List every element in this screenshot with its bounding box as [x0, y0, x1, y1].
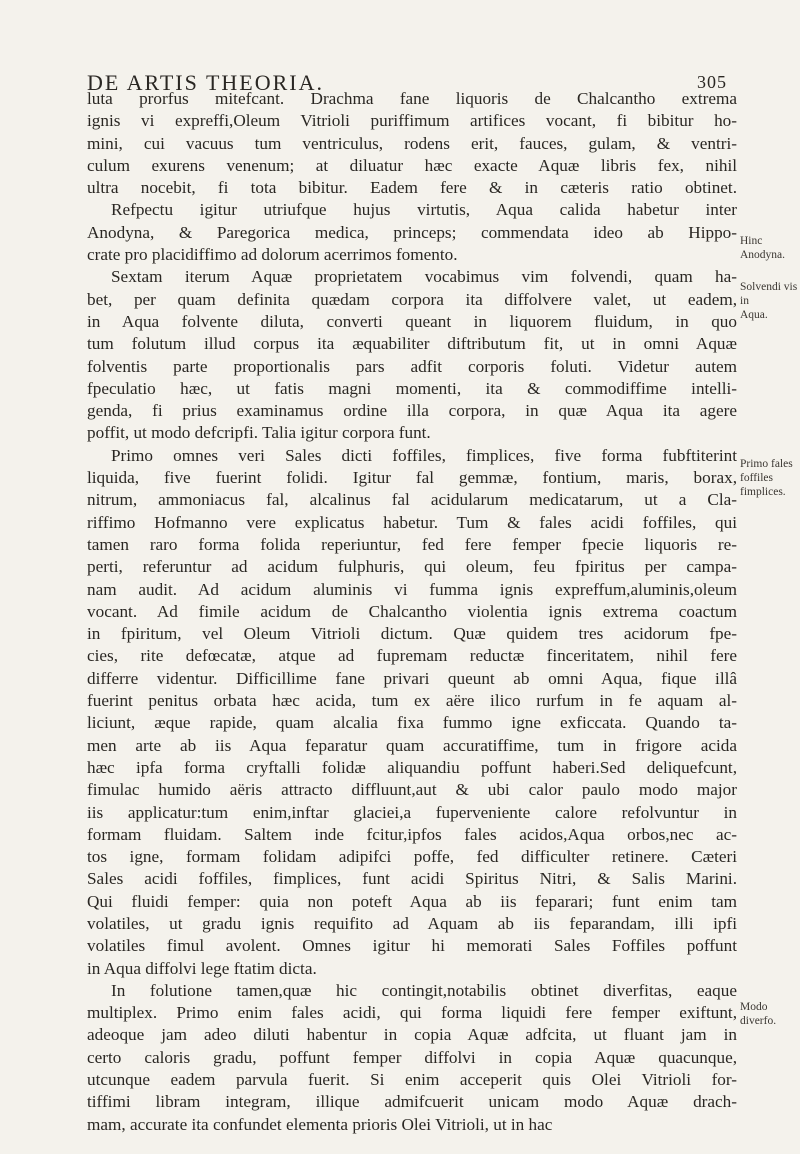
text-line: folventis parte proportionalis pars adfit corporis foluti. Videtur autem: [87, 356, 737, 376]
text-line: multiplex. Primo enim fales acidi, qui forma liquidi fere femper exiftunt,: [87, 1003, 737, 1023]
text-line: cies, rite defœcatæ, atque ad fupremam reductæ finceritatem, nihil fere: [87, 646, 737, 666]
text-line: vocant. Ad fimile acidum de Chalcantho violentia ignis extrema coactum: [87, 601, 737, 621]
text-line: genda, fi prius examinamus ordine illa corpora, in quæ Aqua ita agere: [87, 401, 737, 421]
text-line: Sales acidi foffiles, fimplices, funt acidi Spiritus Nitri, & Salis Marini.: [87, 869, 737, 889]
text-line: tiffimi libram integram, illique admifcuerit unicam modo Aquæ drach-: [87, 1092, 737, 1112]
running-head-title: DE ARTIS THEORIA.: [87, 70, 324, 95]
text-line: Primo omnes veri Sales dicti foffiles, fimplices, five forma fubftiterint: [111, 445, 737, 465]
text-line: liciunt, æque rapide, quam alcalia fixa fummo igne exficcata. Quando ta-: [87, 713, 737, 733]
text-line: In folutione tamen,quæ hic contingit,notabilis obtinet diverfitas, eaque: [111, 980, 737, 1000]
margin-note-modo-diverso: [740, 1000, 800, 1028]
margin-note-line: Solvendi vis in: [740, 281, 798, 307]
text-line: volatiles fimul avolent. Omnes igitur hi memorati Sales Foffiles poffunt: [87, 936, 737, 956]
text-line: mam, accurate ita confundet elementa prioris Olei Vitrioli, ut in hac: [87, 1114, 553, 1134]
page-number: 305: [697, 72, 727, 92]
text-line: nitrum, ammoniacus fal, alcalinus fal acidularum medicatarum, ut a Cla-: [87, 490, 737, 510]
text-line: differre videntur. Difficillime fane privari queunt ab omni Aqua, fique illâ: [87, 668, 737, 688]
text-line: crate pro placidiffimo ad dolorum acerrimos fomento.: [87, 245, 458, 265]
text-line: Qui fluidi femper: quia non poteft Aqua ab iis feparari; funt enim tam: [87, 891, 737, 911]
text-line: tamen raro forma folida reperiuntur, fed fere femper fpecie liquoris re-: [87, 534, 737, 554]
margin-note-line: Aqua.: [740, 309, 768, 321]
text-line: tum folutum illud corpus ita æquabiliter diftributum fit, ut in omni Aquæ: [87, 334, 737, 354]
text-line: Anodyna, & Paregorica medica, princeps; commendata ideo ab Hippo-: [87, 222, 737, 242]
text-line: utcunque eadem parvula fuerit. Si enim acceperit quis Olei Vitrioli for-: [87, 1070, 737, 1090]
margin-note-line: Modo diverfo.: [740, 1001, 777, 1027]
text-line: poffit, ut modo defcripfi. Talia igitur corpora funt.: [87, 423, 431, 443]
text-line: luta prorfus mitefcant. Drachma fane liquoris de Chalcantho extrema: [87, 89, 737, 108]
text-line: bet, per quam definita quædam corpora ita diffolvere valet, ut eadem,: [87, 289, 737, 309]
margin-note-line: Primo fales: [740, 458, 793, 470]
text-line: certo caloris gradu, poffunt femper diffolvi in copia Aquæ quacunque,: [87, 1047, 737, 1067]
text-line: mini, cui vacuus tum ventriculus, rodens erit, fauces, gulam, & ventri-: [87, 133, 737, 153]
text-line: fuerint penitus orbata hæc acida, tum ex aëre ilico rurfum in fe aquam al-: [87, 691, 737, 711]
text-line: adeoque jam adeo diluti habentur in copia Aquæ adfcita, ut fluant jam in: [87, 1025, 737, 1045]
text-line: ignis vi expreffi,Oleum Vitrioli puriffimum artifices vocant, fi bibitur ho-: [87, 111, 737, 131]
text-line: Refpectu igitur utriufque hujus virtutis, Aqua calida habetur inter: [111, 200, 737, 220]
body-text: [87, 88, 737, 1136]
text-line: men arte ab iis Aqua feparatur quam accuratiffime, tum in frigore acida: [87, 735, 737, 755]
margin-note-line: foffiles fimplices.: [740, 472, 786, 498]
text-line: volatiles, ut gradu ignis requifito ad Aquam ab iis feparandam, illi ipfi: [87, 913, 737, 933]
text-line: Sextam iterum Aquæ proprietatem vocabimus vim folvendi, quam ha-: [111, 267, 737, 287]
text-line: tos igne, formam folidam adipifci poffe, fed difficulter retinere. Cæteri: [87, 847, 737, 867]
text-line: hæc ipfa forma cryftalli folidæ aliquandiu poffunt haberi.Sed deliquefcunt,: [87, 757, 737, 777]
text-line: liquida, five fuerint folidi. Igitur fal gemmæ, fontium, maris, borax,: [87, 468, 737, 488]
text-line: nam audit. Ad acidum aluminis vi fumma ignis expreffum,aluminis,oleum: [87, 579, 737, 599]
text-line: riffimo Hofmanno vere explicatus habetur. Tum & fales acidi foffiles, qui: [87, 512, 737, 532]
text-line: culum exurens venenum; at diluatur hæc exacte Aquæ libris fex, nihil: [87, 155, 737, 175]
margin-note-primo-sales: [740, 457, 800, 499]
text-line: perti, referuntur ad acidum fulphuris, qui oleum, feu fpiritus per campa-: [87, 557, 737, 577]
margin-note-solvendi: [740, 280, 800, 322]
text-line: in fpiritum, vel Oleum Vitrioli dictum. Quæ quidem tres acidorum fpe-: [87, 624, 737, 644]
text-line: formam fluidam. Saltem inde fcitur,ipfos fales acidos,Aqua orbos,nec ac-: [87, 824, 737, 844]
text-line: fimulac humido aëris attracto diffluunt,aut & ubi calor paulo modo major: [87, 780, 737, 800]
margin-note-line: Hinc Anodyna.: [740, 235, 786, 261]
text-line: fpeculatio hæc, ut fatis magni momenti, ita & commodiffime intelli-: [87, 378, 737, 398]
text-line: ultra nocebit, fi tota bibitur. Eadem fere & in cæteris ratio obtinet.: [87, 178, 737, 198]
margin-note-anodyna: [740, 234, 800, 262]
text-line: iis applicatur:tum enim,inftar glaciei,a fuperveniente calore refolvuntur in: [87, 802, 737, 822]
text-line: in Aqua folvente diluta, converti queant in liquorem fluidum, in quo: [87, 311, 737, 331]
text-line: in Aqua diffolvi lege ftatim dicta.: [87, 958, 317, 978]
